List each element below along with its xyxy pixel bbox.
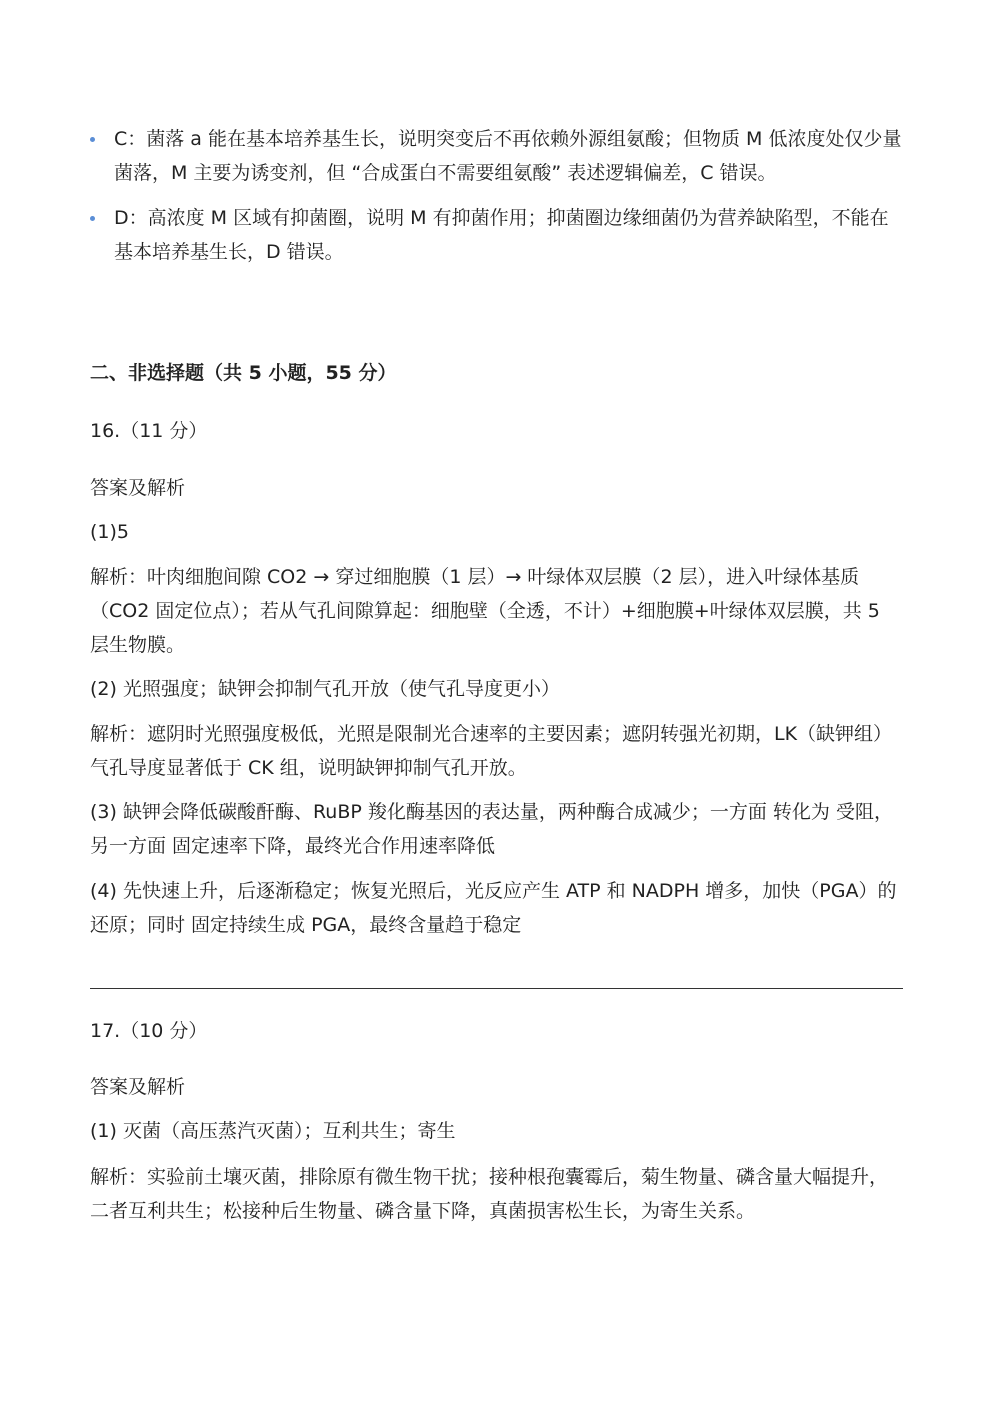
- section-heading: 二、非选择题（共 5 小题，55 分）: [90, 362, 397, 384]
- q16-explanation-2: 解析：遮阴时光照强度极低，光照是限制光合速率的主要因素；遮阴转强光初期，LK（缺钾组）气孔导度显著低于 CK 组，说明缺钾抑制气孔开放。: [90, 723, 893, 779]
- q17-explanation-1: 解析：实验前土壤灭菌，排除原有微生物干扰；接种根孢囊霉后，菊生物量、磷含量大幅提升，二者互利共生；松接种后生物量、磷含量下降，真菌损害松生长，为寄生关系。: [90, 1166, 889, 1222]
- option-c-explanation: [90, 122, 903, 190]
- bullet-icon: [90, 137, 95, 142]
- q16-answer-2: (2) 光照强度；缺钾会抑制气孔开放（使气孔导度更小）: [90, 678, 560, 700]
- section-divider: [90, 988, 903, 989]
- q16-answer-3: (3) 缺钾会降低碳酸酐酶、RuBP 羧化酶基因的表达量，两种酶合成减少；一方面 转化为 受阻，另一方面 固定速率下降，最终光合作用速率降低: [90, 801, 893, 857]
- q16-title: 16.（11 分）: [90, 420, 208, 442]
- option-c-text: C：菌落 a 能在基本培养基生长，说明突变后不再依赖外源组氨酸；但物质 M 低浓度处仅少量菌落，M 主要为诱变剂，但 “合成蛋白不需要组氨酸” 表述逻辑偏差，C 错误。: [114, 128, 902, 184]
- q16-explanation-1: 解析：叶肉细胞间隙 CO2 → 穿过细胞膜（1 层）→ 叶绿体双层膜（2 层），进入叶绿体基质（CO2 固定位点）；若从气孔间隙算起：细胞壁（全透，不计）+细胞膜+叶绿体双层膜，共 5 层生物膜。: [90, 566, 880, 656]
- q16-answer-4: (4) 先快速上升，后逐渐稳定；恢复光照后，光反应产生 ATP 和 NADPH 增多，加快（PGA）的还原；同时 固定持续生成 PGA，最终含量趋于稳定: [90, 880, 897, 936]
- bullet-icon: [90, 216, 95, 221]
- q17-answer-1: (1) 灭菌（高压蒸汽灭菌）；互利共生；寄生: [90, 1120, 456, 1142]
- option-d-explanation: [90, 201, 903, 269]
- q17-answer-label: 答案及解析: [90, 1076, 186, 1098]
- option-explanations: [90, 122, 903, 280]
- q16-answer-1: (1)5: [90, 521, 130, 543]
- option-d-text: D：高浓度 M 区域有抑菌圈，说明 M 有抑菌作用；抑菌圈边缘细菌仍为营养缺陷型，不能在基本培养基生长，D 错误。: [114, 207, 889, 263]
- q17-title: 17.（10 分）: [90, 1020, 208, 1042]
- q16-answer-label: 答案及解析: [90, 477, 186, 499]
